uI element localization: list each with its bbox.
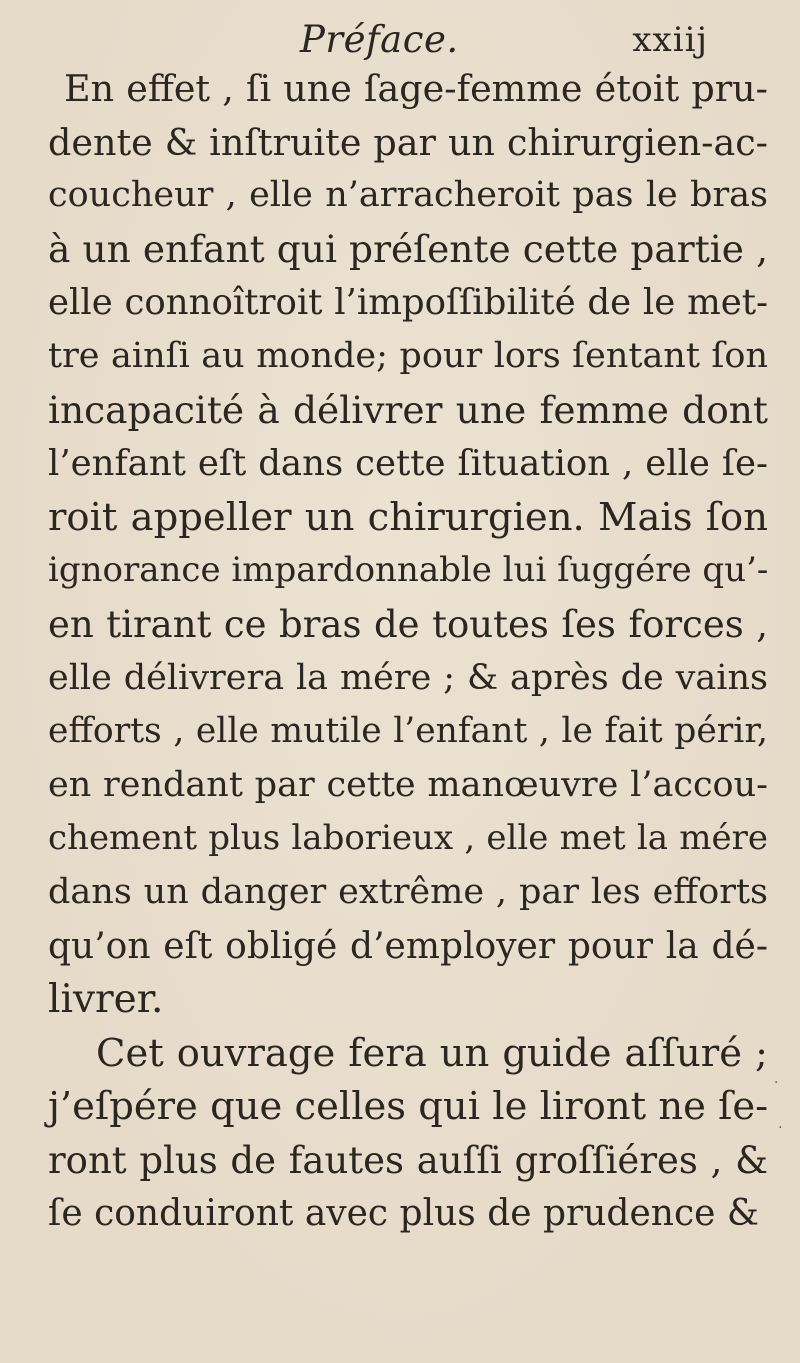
margin-mark: · <box>774 1075 779 1091</box>
paragraph-2 <box>48 1027 768 1241</box>
body-text <box>48 62 768 1241</box>
text-line: coucheur , elle n’arracheroit pas le bras <box>48 175 768 216</box>
page-number: xxiij <box>632 20 708 60</box>
text-line: Cet ouvrage fera un guide aſſuré ; <box>96 1030 768 1076</box>
text-line: tre ainſi au monde; pour lors ſentant ſon <box>48 335 768 376</box>
text-line: dente & inſtruite par un chirurgien-ac- <box>48 120 768 164</box>
text-line: qu’on eſt obligé d’employer pour la dé- <box>48 925 768 967</box>
text-line: elle connoîtroit l’impoſſibilité de le met- <box>48 282 768 324</box>
text-line: incapacité à délivrer une femme dont <box>48 387 768 432</box>
text-line: ignorance impardonnable lui ſuggére qu’- <box>48 550 769 591</box>
text-line: chement plus laborieux , elle met la mére <box>48 818 768 859</box>
text-line: en rendant par cette manœuvre l’accou- <box>48 764 768 805</box>
text-line: j’eſpére que celles qui le liront ne ſe- <box>48 1084 769 1130</box>
text-line: ſe conduiront avec plus de prudence & <box>48 1193 759 1235</box>
running-head <box>0 18 800 66</box>
text-line: livrer. <box>48 977 164 1023</box>
text-line: En effet , ſi une ſage-femme étoit pru- <box>64 67 768 110</box>
text-line: l’enfant eſt dans cette ſituation , elle ſe- <box>48 443 768 485</box>
text-line: à un enfant qui préſente cette partie , <box>48 226 768 271</box>
text-line: roit appeller un chirurgien. Mais ſon <box>48 494 768 540</box>
text-line: ront plus de fautes auſſi groſſiéres , & <box>48 1138 768 1182</box>
text-line: efforts , elle mutile l’enfant , le fait périr, <box>48 711 768 752</box>
margin-mark: · <box>778 1120 783 1136</box>
paragraph-1 <box>48 62 768 1027</box>
text-line: elle délivrera la mére ; & après de vains <box>48 657 768 698</box>
text-line: en tirant ce bras de toutes ſes forces , <box>48 602 768 646</box>
text-line: dans un danger extrême , par les efforts <box>48 871 768 912</box>
running-head-title: Préface. <box>300 18 459 61</box>
